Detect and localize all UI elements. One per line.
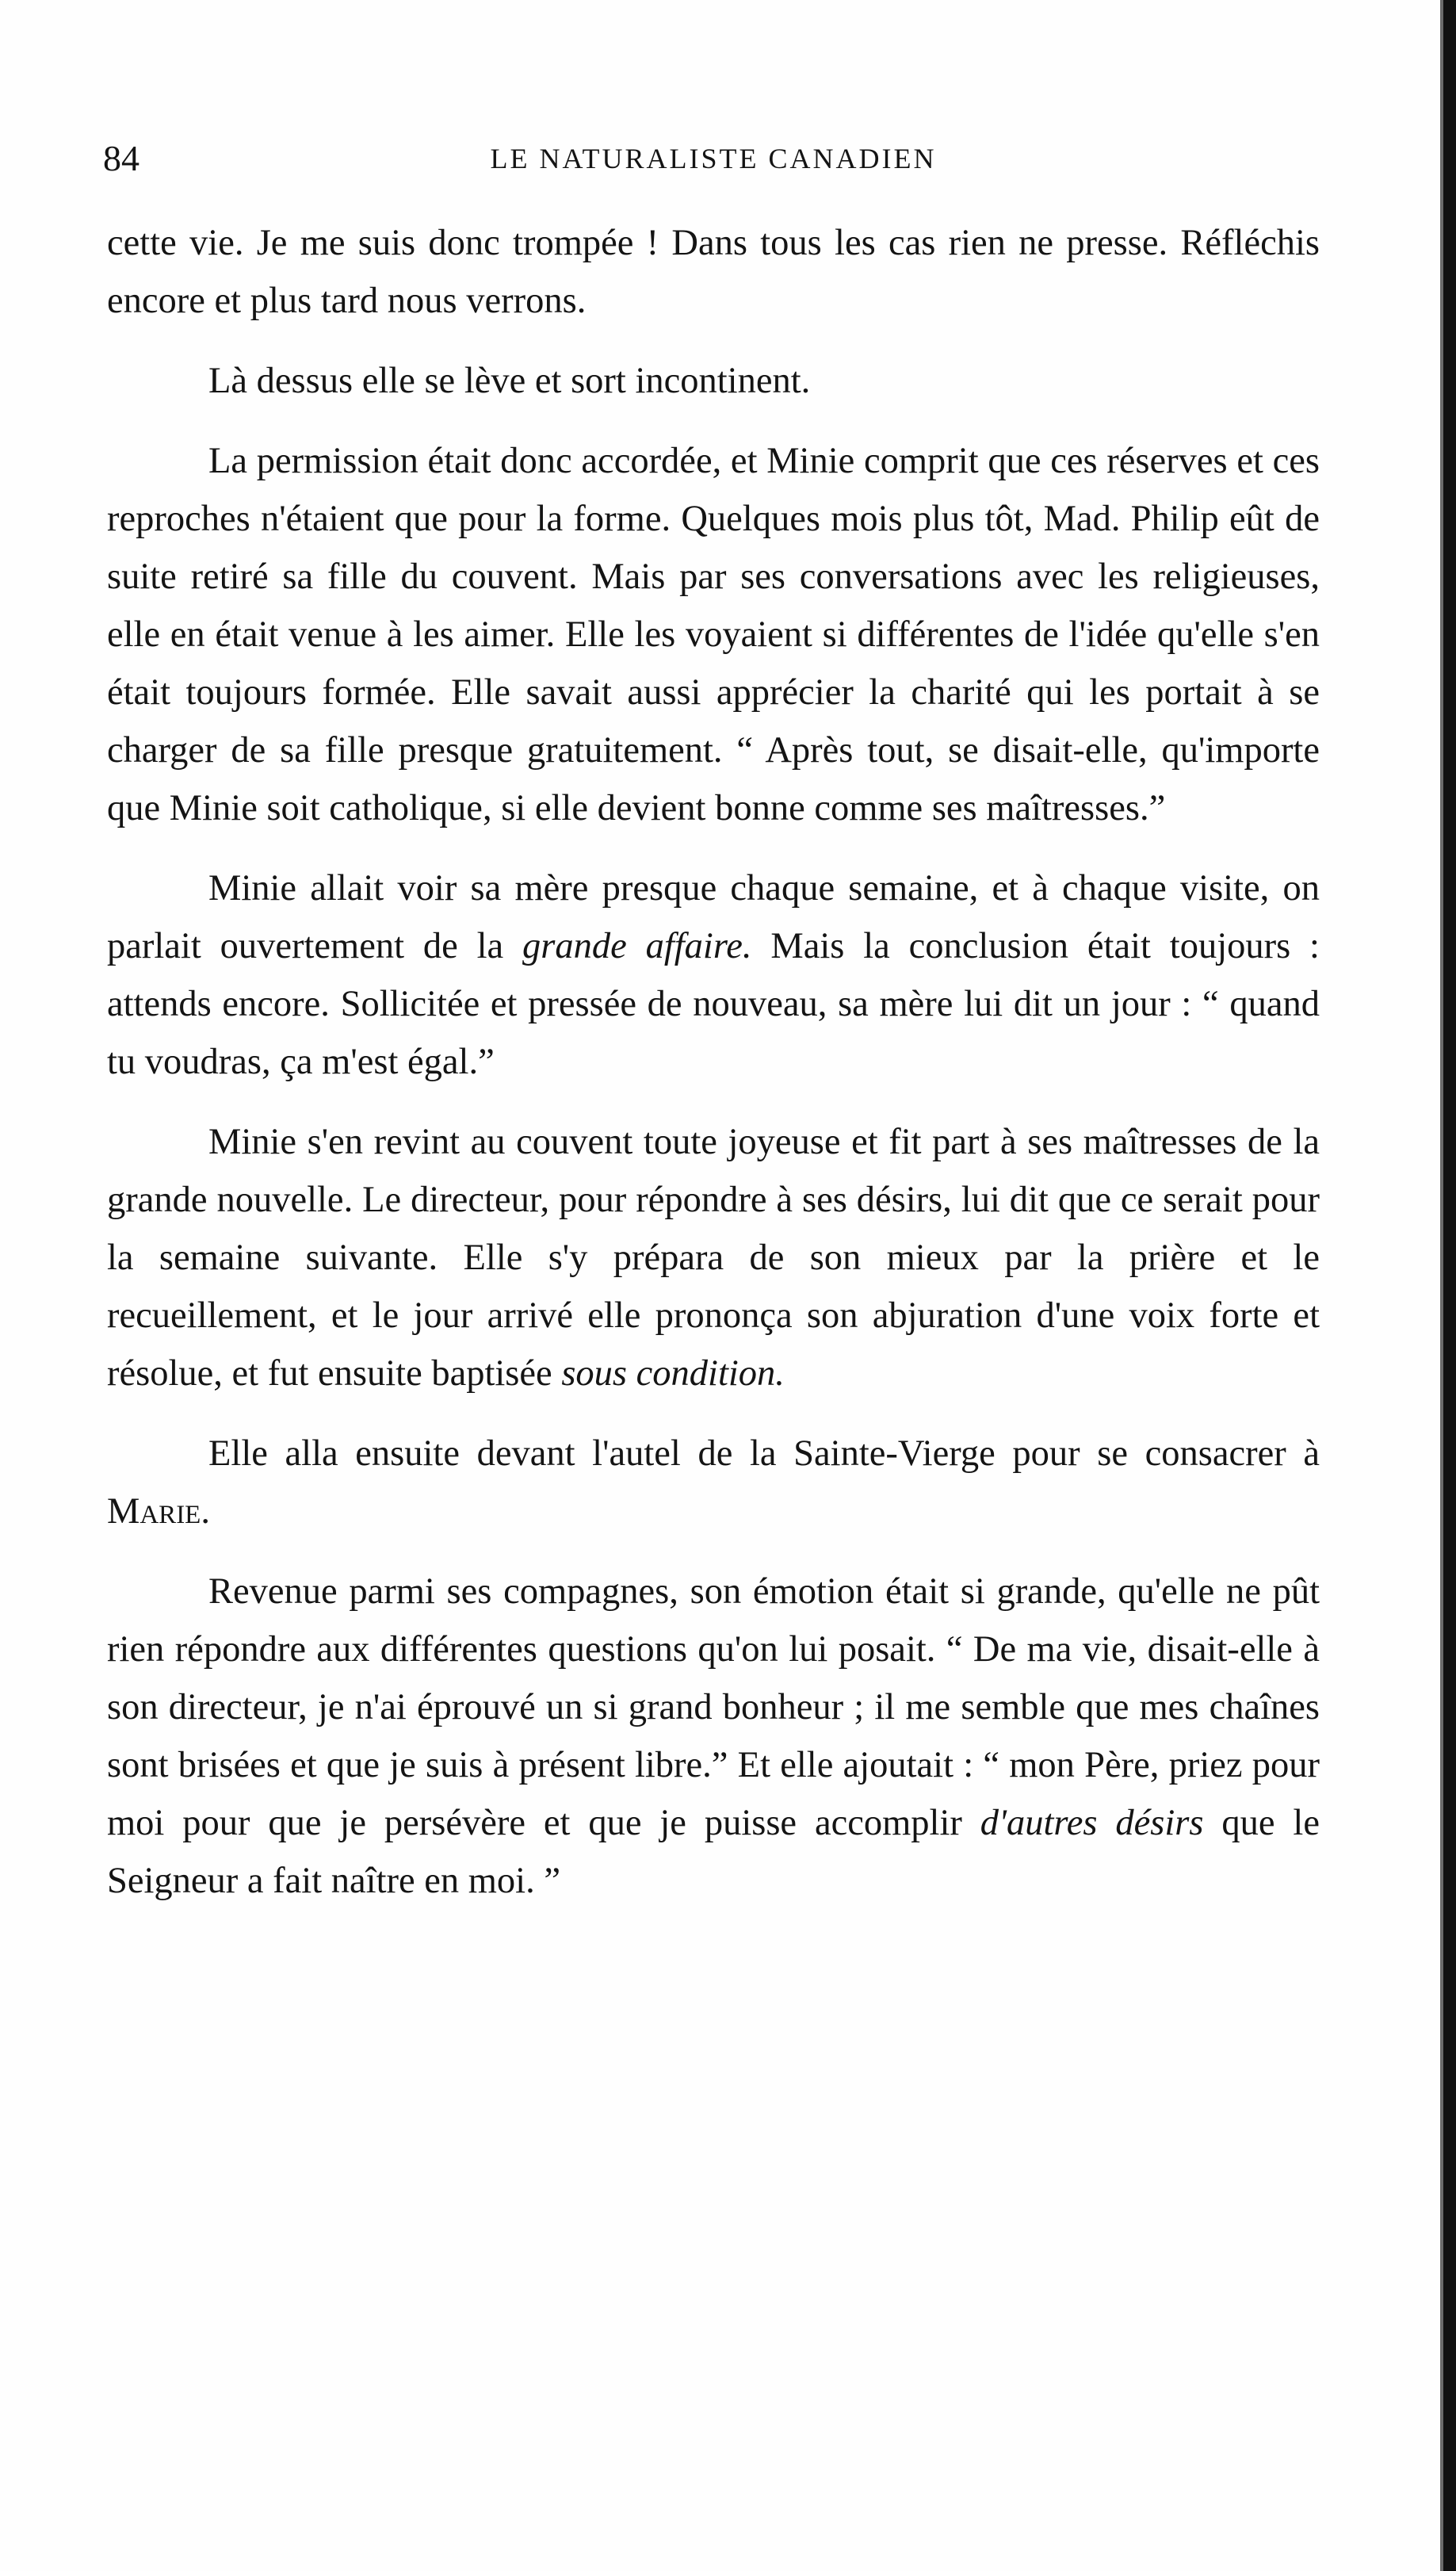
- paragraph-7-italic: d'autres désirs: [980, 1803, 1204, 1843]
- paragraph-4: [107, 859, 1320, 1091]
- paragraph-4-text-before: Minie allait voir sa mère presque chaque semaine, et à chaque visite, on parlait ouvertement de la: [107, 868, 1320, 966]
- page-number: 84: [103, 138, 139, 178]
- paragraph-6-smallcaps: Marie.: [107, 1491, 210, 1532]
- paragraph-6-text-before: Elle alla ensuite devant l'autel de la Sainte-Vierge pour se consacrer à: [208, 1433, 1320, 1474]
- paragraph-5-text-before: Minie s'en revint au couvent toute joyeuse et fit part à ses maîtresses de la grande nouvelle. Le directeur, pour répondre à ses désirs, lui dit que ce serait pour la semaine suivante. Elle s'y prépara de son mieux par la prière et le recueillement, et le jour arrivé elle prononça son abjuration d'une voix forte et résolue, et fut ensuite baptisée: [107, 1122, 1320, 1394]
- body-text: [107, 214, 1320, 1932]
- paragraph-6: [107, 1425, 1320, 1540]
- paragraph-4-italic: grande affaire.: [522, 926, 752, 966]
- paragraph-5: [107, 1113, 1320, 1402]
- page-header: [103, 131, 1324, 186]
- paragraph-5-italic: sous condition.: [561, 1353, 785, 1394]
- paragraph-7-text-before: Revenue parmi ses compagnes, son émotion était si grande, qu'elle ne pût rien répondre aux différentes questions qu'on lui posait. “ De ma vie, disait-elle à son directeur, je n'ai éprouvé un si grand bonheur ; il me semble que mes chaînes sont brisées et que je suis à présent libre.” Et elle ajoutait : “ mon Père, priez pour moi pour que je persévère et que je puisse accomplir: [107, 1571, 1320, 1843]
- paragraph-4-text-after: Mais la conclusion était toujours : attends encore. Sollicitée et pressée de nouveau, sa mère lui dit un jour : “ quand tu voudras, ça m'est égal.”: [107, 926, 1320, 1082]
- paragraph-1: cette vie. Je me suis donc trompée ! Dans tous les cas rien ne presse. Réfléchis encore et plus tard nous verrons.: [107, 223, 1320, 321]
- paragraph-7-text-after: que le Seigneur a fait naître en moi. ”: [107, 1803, 1320, 1901]
- paragraph-3: La permission était donc accordée, et Minie comprit que ces réserves et ces reproches n'étaient que pour la forme. Quelques mois plus tôt, Mad. Philip eût de suite retiré sa fille du couvent. Mais par ses conversations avec les religieuses, elle en était venue à les aimer. Elle les voyaient si différentes de l'idée qu'elle s'en était toujours formée. Elle savait aussi apprécier la charité qui les portait à se charger de sa fille presque gratuitement. “ Après tout, se disait-elle, qu'importe que Minie soit catholique, si elle devient bonne comme ses maîtresses.”: [107, 441, 1320, 828]
- running-title: LE NATURALISTE CANADIEN: [490, 143, 937, 174]
- paragraph-7: [107, 1563, 1320, 1910]
- paragraph-2: Là dessus elle se lève et sort incontinent.: [208, 361, 811, 401]
- page-binding-shadow: [1443, 0, 1456, 2571]
